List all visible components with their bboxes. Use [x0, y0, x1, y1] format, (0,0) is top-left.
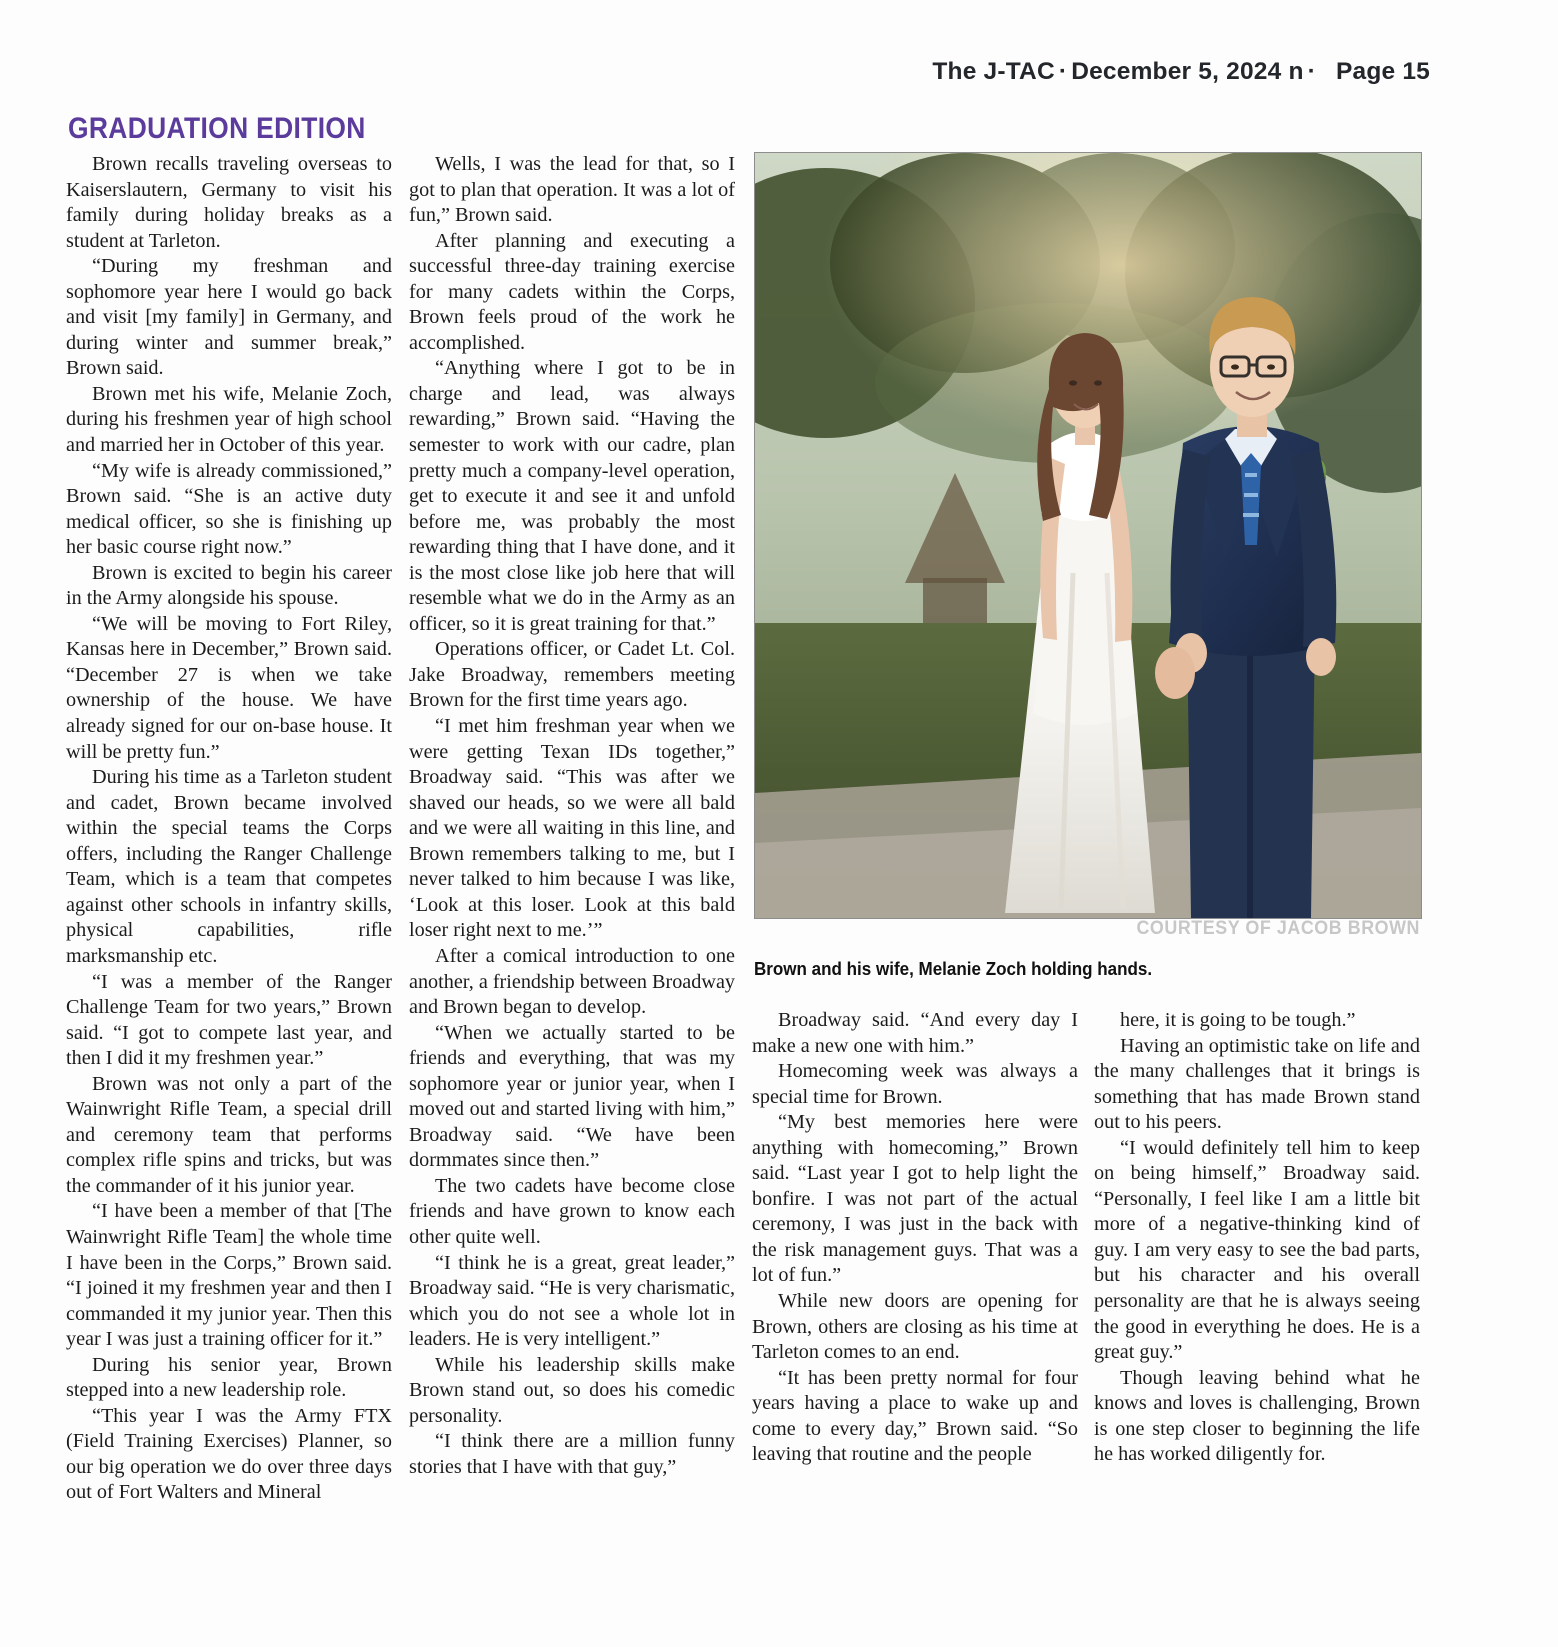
photo-caption: Brown and his wife, Melanie Zoch holding hands.: [754, 958, 1153, 979]
photo-illustration: [755, 153, 1421, 918]
paragraph: During his time as a Tarleton student and cadet, Brown became involved within the special teams the Corps offers, including the Ranger Challenge Team, which is a team that competes against other schools in infantry skills, physical capabilities, rifle marksmanship etc.: [66, 766, 392, 967]
paragraph: Having an optimistic take on life and the many challenges that it brings is something that has made Brown stand out to his peers.: [1094, 1034, 1420, 1134]
masthead-date: December 5, 2024 n: [1071, 58, 1304, 85]
paragraph: After a comical introduction to one another, a friendship between Broadway and Brown began to develop.: [409, 944, 735, 1019]
article-column-1: [66, 152, 392, 1506]
photo-credit: COURTESY OF JACOB BROWN: [1136, 918, 1420, 939]
paragraph: Broadway said. “And every day I make a new one with him.”: [752, 1009, 1078, 1057]
paragraph: Brown recalls traveling overseas to Kaiserslautern, Germany to visit his family during holiday breaks as a student at Tarleton.: [66, 153, 392, 252]
masthead-publication: The J-TAC: [932, 58, 1055, 85]
paragraph: “Anything where I got to be in charge and lead, was always rewarding,” Brown said. “Having the semester to work with our cadre, plan pretty much a company-level operation, get to execute it and see it and unfold before me, was probably the most rewarding thing that I have done, and it is the most close like job here that will resemble what we do in the Army as an officer, so it is great training for that.”: [409, 357, 735, 635]
paragraph: “When we actually started to be friends and everything, that was my sophomore year or junior year, when I moved out and started living with him,” Broadway said. “We have been dormmates since then.”: [409, 1021, 735, 1172]
paragraph: “My wife is already commissioned,” Brown said. “She is an active duty medical officer, so she is finishing up her basic course right now.”: [66, 459, 392, 559]
paragraph: “I would definitely tell him to keep on being himself,” Broadway said. “Personally, I feel like I am a little bit more of a negative-thinking kind of guy. I am very easy to see the bad parts, but his character and his overall personality are that he is always seeing the good in everything he does. He is a great guy.”: [1094, 1136, 1420, 1364]
paragraph: Operations officer, or Cadet Lt. Col. Jake Broadway, remembers meeting Brown for the first time years ago.: [409, 638, 735, 712]
masthead-separator-2: ·: [1307, 58, 1316, 85]
paragraph: “I was a member of the Ranger Challenge Team for two years,” Brown said. “I got to compete last year, and then I did it my freshmen year.”: [66, 970, 392, 1070]
article-column-3: [752, 1008, 1078, 1468]
paragraph: “My best memories here were anything with homecoming,” Brown said. “Last year I got to help light the bonfire. I was not part of the actual ceremony, I was just in the back with the risk management guys. That was a lot of fun.”: [752, 1111, 1078, 1287]
paragraph: “I met him freshman year when we were getting Texan IDs together,” Broadway said. “This was after we shaved our heads, so we were all bald and we were all waiting in this line, and Brown remembers talking to me, but I never talked to him because I was like, ‘Look at this loser. Look at this bald loser right next to me.’”: [409, 715, 735, 942]
article-photo: [754, 152, 1422, 919]
paragraph: “I think there are a million funny stories that I have with that guy,”: [409, 1430, 735, 1478]
paragraph: After planning and executing a successful three-day training exercise for many cadets within the Corps, Brown feels proud of the work he accomplished.: [409, 229, 735, 354]
paragraph: “I have been a member of that [The Wainwright Rifle Team] the whole time I have been in the Corps,” Brown said. “I joined it my freshmen year and then I commanded it my junior year. Then this year I was just a training officer for it.”: [66, 1200, 392, 1351]
section-title: GRADUATION EDITION: [68, 112, 366, 145]
paragraph: Homecoming week was always a special time for Brown.: [752, 1060, 1078, 1108]
masthead: [0, 58, 1430, 86]
paragraph: “We will be moving to Fort Riley, Kansas here in December,” Brown said. “December 27 is when we take ownership of the house. We have already signed for our on-base house. It will be pretty fun.”: [66, 612, 392, 763]
paragraph: During his senior year, Brown stepped into a new leadership role.: [66, 1353, 392, 1402]
paragraph: Brown met his wife, Melanie Zoch, during his freshmen year of high school and married her in October of this year.: [66, 382, 392, 457]
paragraph: Though leaving behind what he knows and loves is challenging, Brown is one step closer to beginning the life he has worked diligently for.: [1094, 1366, 1420, 1466]
paragraph: “It has been pretty normal for four years having a place to wake up and come to every day,” Brown said. “So leaving that routine and the people: [752, 1366, 1078, 1466]
photo-joined-hands: [1155, 647, 1195, 699]
paragraph: The two cadets have become close friends and have grown to know each other quite well.: [409, 1174, 735, 1248]
paragraph: Brown is excited to begin his career in the Army alongside his spouse.: [66, 561, 392, 610]
paragraph: “I think he is a great, great leader,” Broadway said. “He is very charismatic, which you do not see a whole lot in leaders. He is very intelligent.”: [409, 1251, 735, 1351]
paragraph: here, it is going to be tough.”: [1120, 1009, 1356, 1031]
paragraph: Wells, I was the lead for that, so I got to plan that operation. It was a lot of fun,” Brown said.: [409, 153, 735, 227]
paragraph: While new doors are opening for Brown, others are closing as his time at Tarleton comes to an end.: [752, 1290, 1078, 1364]
masthead-page-number: Page 15: [1335, 58, 1430, 85]
article-column-2: [409, 152, 735, 1480]
paragraph: “During my freshman and sophomore year here I would go back and visit [my family] in Germany, and during winter and summer break,” Brown said.: [66, 255, 392, 380]
article-column-4: [1094, 1008, 1420, 1468]
masthead-separator-1: ·: [1058, 58, 1068, 85]
paragraph: Brown was not only a part of the Wainwright Rifle Team, a special drill and ceremony team that performs complex rifle spins and tricks, but was the commander of it his junior year.: [66, 1072, 392, 1197]
paragraph: While his leadership skills make Brown stand out, so does his comedic personality.: [409, 1353, 735, 1427]
paragraph: “This year I was the Army FTX (Field Training Exercises) Planner, so our big operation we do over three days out of Fort Walters and Mineral: [66, 1404, 392, 1504]
